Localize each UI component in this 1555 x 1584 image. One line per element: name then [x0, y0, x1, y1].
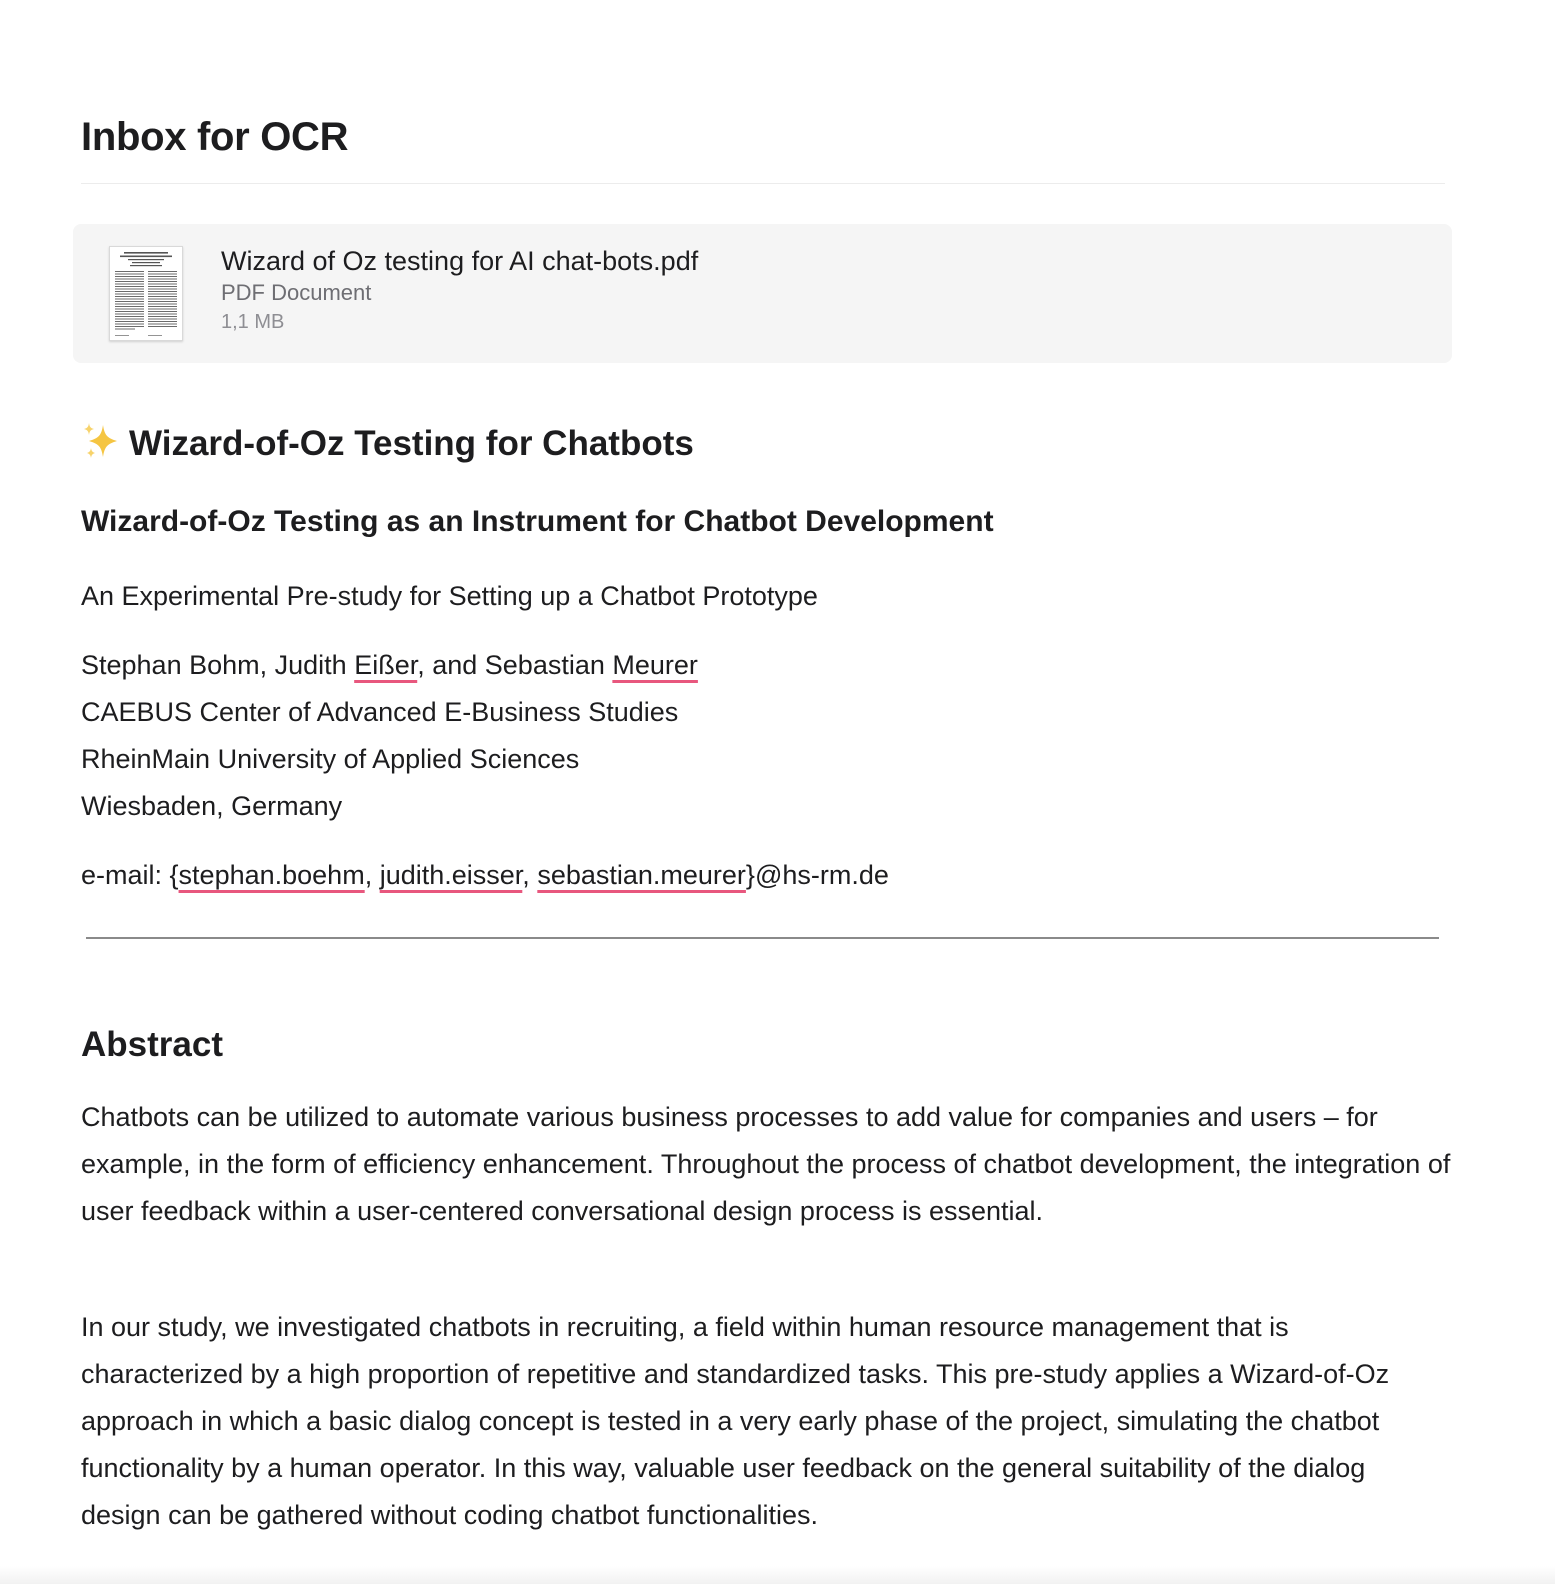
email-prefix: e-mail: { — [81, 860, 179, 890]
email-separator: , — [364, 860, 380, 890]
email-suffix: }@hs-rm.de — [745, 860, 889, 890]
abstract-paragraph[interactable]: In our study, we investigated chatbots in recruiting, a field within human resource management that is characterized by a high proportion of repetitive and standardized tasks. This pre-study applies a Wizard-of-Oz approach in which a basic dialog concept is tested in a very early phase of the project, simulating the chatbot functionality by a human operator. In this way, valuable user feedback on the general suitability of the dialog design can be gathered without coding chatbot functionalities. — [81, 1312, 1390, 1530]
attachment-file-type: PDF Document — [221, 280, 372, 305]
horizontal-rule — [86, 937, 1439, 939]
document-heading-text: Wizard-of-Oz Testing for Chatbots — [129, 424, 694, 463]
pdf-page-preview — [110, 247, 182, 340]
attachment-file-size: 1,1 MB — [221, 311, 285, 333]
authors-text: Stephan Bohm, Judith — [81, 650, 355, 680]
pdf-thumbnail-icon[interactable] — [109, 246, 183, 341]
authors-line[interactable] — [81, 648, 698, 682]
email-user: sebastian.meurer — [537, 860, 746, 890]
pdf-attachment-card[interactable] — [73, 224, 1452, 363]
scroll-edge-shadow — [0, 1566, 1555, 1584]
document-subheading[interactable]: Wizard-of-Oz Testing as an Instrument for Chatbot Development — [81, 505, 994, 538]
document-heading[interactable] — [81, 421, 694, 466]
abstract-heading[interactable]: Abstract — [81, 1025, 223, 1064]
email-user: stephan.boehm — [178, 860, 365, 890]
sparkles-icon — [81, 421, 125, 461]
title-divider — [81, 183, 1445, 184]
affiliation-line[interactable]: RheinMain University of Applied Sciences — [81, 744, 580, 774]
abstract-paragraph[interactable]: Chatbots can be utilized to automate various business processes to add value for companies and users – for example, in the form of efficiency enhancement. Throughout the process of chatbot development, the integration of user feedback within a user-centered conversational design process is essential. — [81, 1102, 1451, 1226]
email-separator: , — [522, 860, 538, 890]
email-line[interactable] — [81, 858, 889, 892]
affiliation-line[interactable]: Wiesbaden, Germany — [81, 791, 343, 821]
authors-text: , and Sebastian — [417, 650, 613, 680]
page-title[interactable]: Inbox for OCR — [81, 115, 349, 159]
document-subtitle[interactable]: An Experimental Pre-study for Setting up a Chatbot Prototype — [81, 581, 818, 611]
author-name-meurer: Meurer — [612, 650, 698, 680]
author-name-eisser: Eißer — [354, 650, 418, 680]
attachment-file-name: Wizard of Oz testing for AI chat-bots.pdf — [221, 246, 699, 276]
affiliation-line[interactable]: CAEBUS Center of Advanced E-Business Studies — [81, 697, 679, 727]
email-user: judith.eisser — [379, 860, 523, 890]
